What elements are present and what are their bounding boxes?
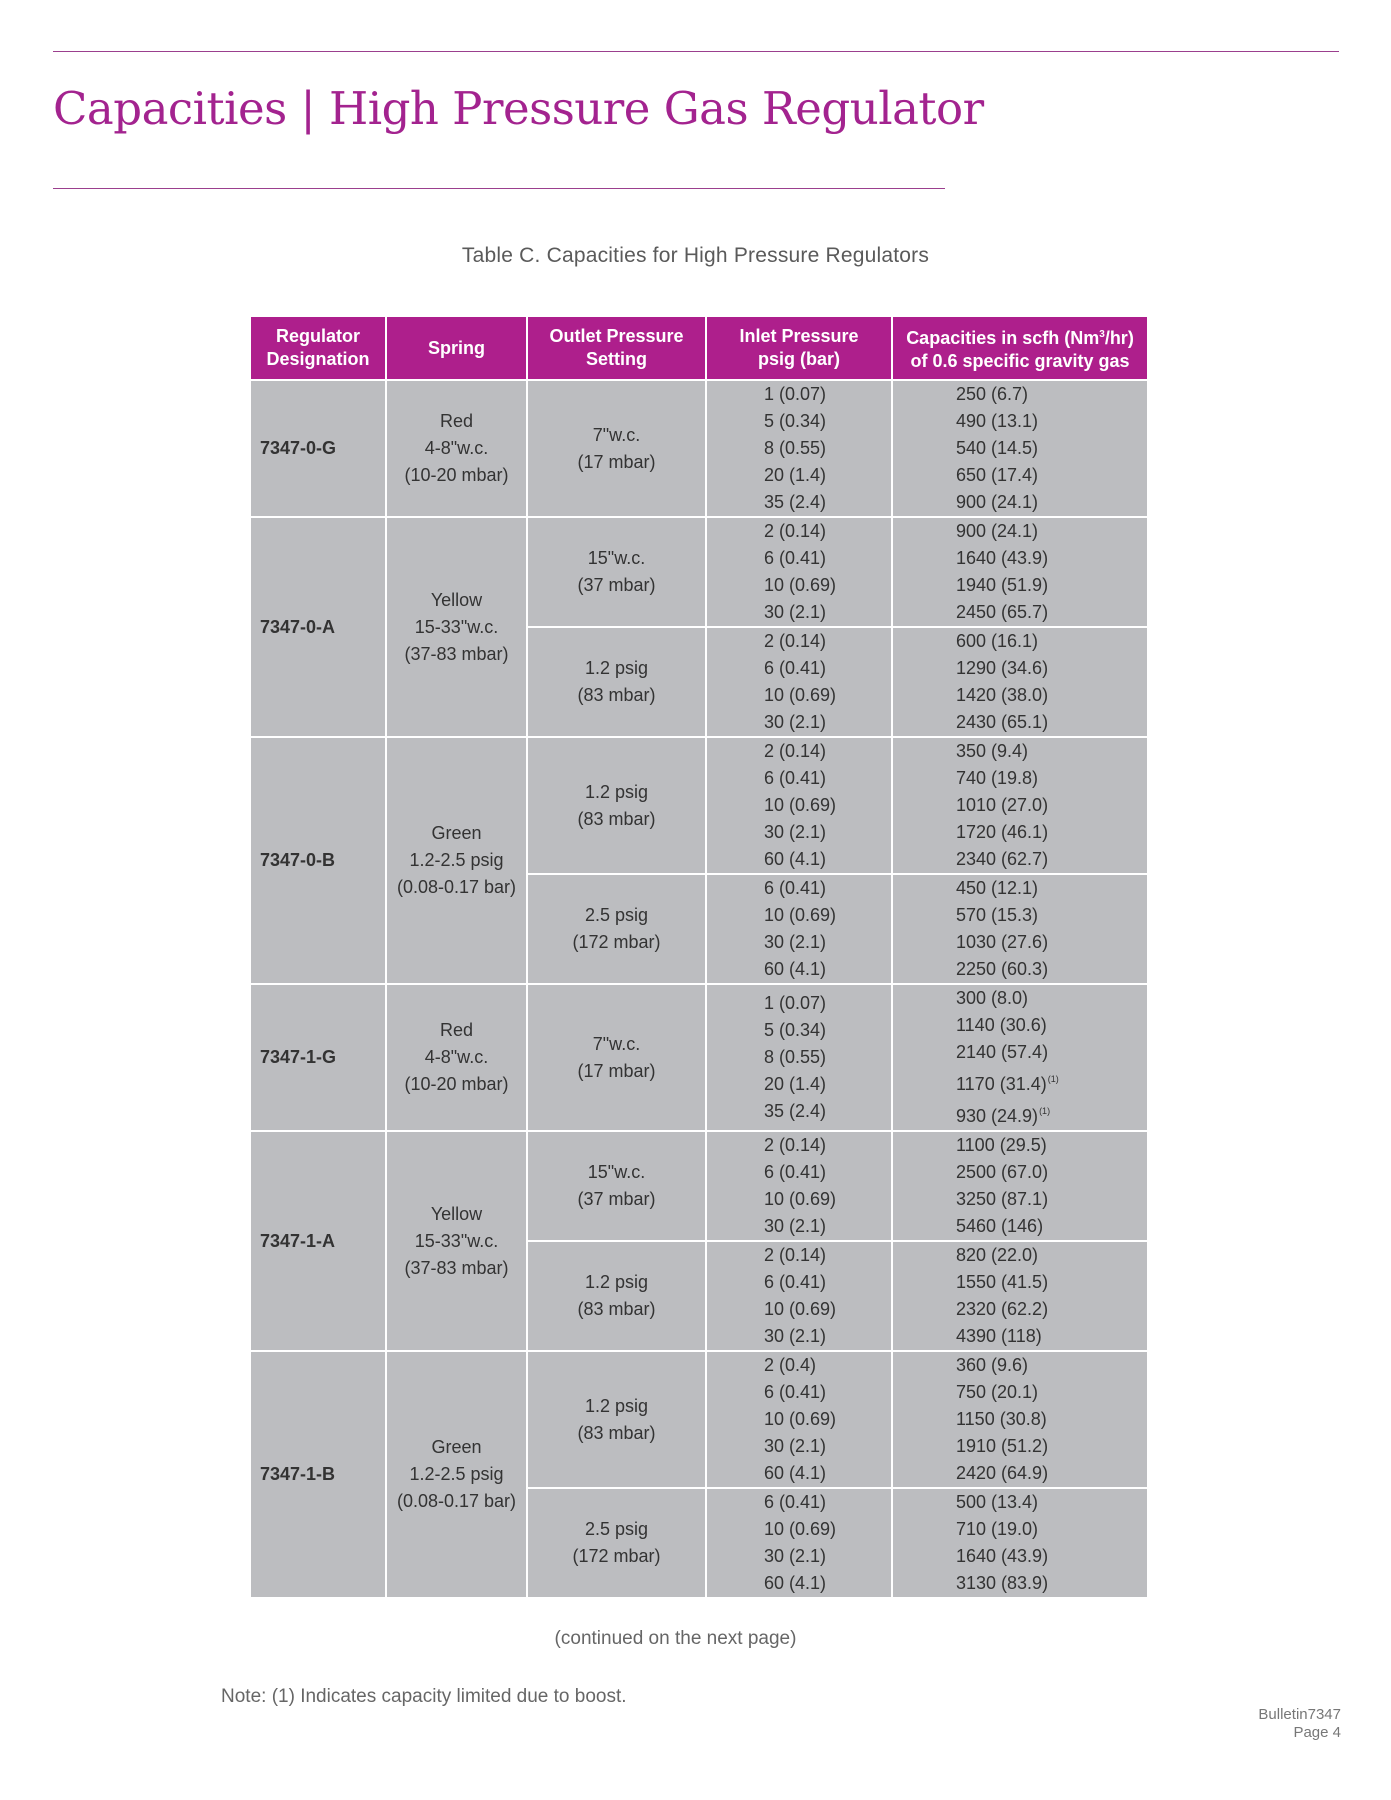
outlet-setting-line: 1.2 psig — [584, 781, 649, 802]
capacity-line — [956, 1269, 1147, 1296]
capacity-line — [956, 1543, 1147, 1570]
header-capacity — [892, 317, 1147, 380]
capacity-line — [956, 956, 1147, 983]
capacity-value: 570 (15.3) — [956, 905, 1039, 925]
inlet-pressure-value: 35 (2.4) — [764, 492, 827, 512]
inlet-pressure-value: 2 (0.14) — [764, 631, 827, 651]
outlet-setting-cell — [527, 1241, 706, 1351]
capacity-line — [956, 1516, 1147, 1543]
title-divider — [53, 188, 945, 189]
capacity-line — [956, 1132, 1147, 1159]
capacity-value: 3250 (87.1) — [956, 1189, 1049, 1209]
capacity-value: 2450 (65.7) — [956, 602, 1049, 622]
spring-cell — [386, 1351, 527, 1597]
inlet-pressure-value: 5 (0.34) — [764, 1020, 827, 1040]
table-row — [251, 517, 1147, 627]
inlet-pressure-value: 10 (0.69) — [764, 795, 837, 815]
inlet-pressure-value: 2 (0.14) — [764, 1245, 827, 1265]
inlet-pressure-value: 30 (2.1) — [764, 1546, 827, 1566]
capacity-line — [956, 408, 1147, 435]
inlet-pressure-value: 6 (0.41) — [764, 768, 827, 788]
table-caption: Table C. Capacities for High Pressure Regulators — [461, 244, 930, 267]
inlet-pressure-value: 60 (4.1) — [764, 849, 827, 869]
capacity-line — [956, 765, 1147, 792]
footnote: Note: (1) Indicates capacity limited due to boost. — [221, 1686, 627, 1707]
page-title: Capacities | High Pressure Gas Regulator — [53, 82, 984, 135]
outlet-setting-line: 15"w.c. — [587, 1162, 646, 1182]
capacity-value: 650 (17.4) — [956, 465, 1039, 485]
capacity-line — [956, 1489, 1147, 1516]
capacity-value: 1640 (43.9) — [956, 548, 1049, 568]
capacity-value: 2420 (64.9) — [956, 1463, 1049, 1483]
capacity-line — [956, 1039, 1147, 1066]
capacity-cell — [892, 984, 1147, 1131]
outlet-setting-line: 1.2 psig — [584, 658, 649, 678]
spring-line: 4-8"w.c. — [424, 438, 489, 458]
header-text: Designation — [266, 349, 370, 369]
inlet-pressure-value: 8 (0.55) — [764, 1047, 827, 1067]
capacity-line — [956, 902, 1147, 929]
header-inlet — [706, 317, 892, 380]
outlet-setting-line: (83 mbar) — [577, 1422, 656, 1443]
outlet-setting-line: (172 mbar) — [572, 1546, 661, 1566]
capacity-value: 360 (9.6) — [956, 1355, 1029, 1375]
spring-cell — [386, 1131, 527, 1351]
outlet-setting-cell — [527, 737, 706, 874]
spring-line: Red — [439, 1020, 474, 1040]
outlet-setting-cell — [527, 1488, 706, 1597]
spring-line: Yellow — [430, 1203, 483, 1224]
outlet-setting-line: (83 mbar) — [577, 808, 656, 829]
capacity-value: 2250 (60.3) — [956, 959, 1049, 979]
spring-cell — [386, 984, 527, 1131]
capacity-value: 1100 (29.5) — [956, 1135, 1047, 1155]
inlet-pressure-value: 20 (1.4) — [764, 465, 827, 485]
spring-line: (37-83 mbar) — [404, 1257, 509, 1278]
capacity-line — [956, 572, 1147, 599]
capacity-value: 1910 (51.2) — [956, 1436, 1049, 1456]
inlet-pressure-cell — [706, 737, 892, 874]
capacity-line — [956, 875, 1147, 902]
capacity-cell — [892, 737, 1147, 874]
inlet-pressure-value: 10 (0.69) — [764, 1409, 837, 1429]
capacity-value: 2430 (65.1) — [956, 712, 1049, 732]
regulator-designation: 7347-0-G — [251, 380, 386, 517]
inlet-pressure-value: 30 (2.1) — [764, 712, 827, 732]
inlet-pressure-value: 6 (0.41) — [764, 1272, 827, 1292]
spring-line: Green — [431, 1437, 482, 1457]
capacity-value: 900 (24.1) — [956, 492, 1039, 512]
capacity-line — [956, 655, 1147, 682]
capacity-value: 490 (13.1) — [956, 411, 1039, 431]
outlet-setting-line: (17 mbar) — [577, 1060, 656, 1081]
capacity-value: 2140 (57.4) — [956, 1042, 1049, 1062]
capacity-value: 450 (12.1) — [956, 878, 1039, 898]
outlet-setting-cell — [527, 874, 706, 984]
capacity-line — [956, 1186, 1147, 1213]
inlet-pressure-cell — [706, 380, 892, 517]
regulator-designation: 7347-1-G — [251, 984, 386, 1131]
capacity-value: 250 (6.7) — [956, 384, 1029, 404]
inlet-pressure-value: 10 (0.69) — [764, 575, 837, 595]
spring-line: 15-33"w.c. — [414, 616, 499, 637]
inlet-pressure-value: 30 (2.1) — [764, 1326, 827, 1346]
table-row — [251, 1351, 1147, 1488]
capacity-value: 1170 (31.4) — [956, 1074, 1047, 1094]
capacity-line — [956, 929, 1147, 956]
capacity-value: 820 (22.0) — [956, 1245, 1039, 1265]
capacity-line — [956, 1213, 1147, 1240]
capacity-value: 2340 (62.7) — [956, 849, 1049, 869]
capacity-value: 1030 (27.6) — [956, 932, 1049, 952]
inlet-pressure-value: 1 (0.07) — [764, 384, 827, 404]
capacity-line — [956, 1460, 1147, 1487]
capacity-value: 710 (19.0) — [956, 1519, 1039, 1539]
capacity-value: 1290 (34.6) — [956, 658, 1049, 678]
capacity-value: 540 (14.5) — [956, 438, 1039, 458]
page-footer — [1258, 1706, 1341, 1742]
spring-line: 1.2-2.5 psig — [409, 850, 504, 870]
continued-note: (continued on the next page) — [554, 1628, 797, 1649]
outlet-setting-line: 2.5 psig — [584, 1519, 649, 1539]
inlet-pressure-value: 60 (4.1) — [764, 1573, 827, 1593]
spring-cell — [386, 517, 527, 737]
inlet-pressure-value: 10 (0.69) — [764, 1299, 837, 1319]
capacity-cell — [892, 380, 1147, 517]
capacity-value: 750 (20.1) — [956, 1382, 1039, 1402]
header-spring — [386, 317, 527, 380]
outlet-setting-cell — [527, 380, 706, 517]
capacity-line — [956, 1296, 1147, 1323]
outlet-setting-cell — [527, 627, 706, 737]
capacity-value: 350 (9.4) — [956, 741, 1029, 761]
table-row — [251, 984, 1147, 1131]
capacity-line — [956, 1012, 1147, 1039]
page-number: Page 4 — [1293, 1724, 1341, 1741]
capacity-line — [956, 1379, 1147, 1406]
table-header-row — [251, 317, 1147, 380]
inlet-pressure-value: 60 (4.1) — [764, 959, 827, 979]
regulator-designation: 7347-1-A — [251, 1131, 386, 1351]
inlet-pressure-value: 35 (2.4) — [764, 1101, 827, 1121]
bulletin-number: Bulletin7347 — [1258, 1706, 1341, 1723]
outlet-setting-line: 1.2 psig — [584, 1395, 649, 1416]
outlet-setting-line: 7"w.c. — [592, 1033, 641, 1054]
capacity-value: 740 (19.8) — [956, 768, 1039, 788]
regulator-designation: 7347-0-A — [251, 517, 386, 737]
top-divider — [53, 51, 1339, 52]
inlet-pressure-value: 10 (0.69) — [764, 905, 837, 925]
inlet-pressure-value: 30 (2.1) — [764, 1436, 827, 1456]
spring-line: Yellow — [430, 589, 483, 610]
spring-cell — [386, 737, 527, 984]
outlet-setting-line: (17 mbar) — [577, 451, 656, 472]
regulator-designation: 7347-1-B — [251, 1351, 386, 1597]
capacity-line — [956, 1570, 1147, 1597]
inlet-pressure-value: 60 (4.1) — [764, 1463, 827, 1483]
outlet-setting-cell — [527, 517, 706, 627]
capacity-line — [956, 435, 1147, 462]
capacity-value: 3130 (83.9) — [956, 1573, 1049, 1593]
inlet-pressure-cell — [706, 627, 892, 737]
capacity-line — [956, 819, 1147, 846]
header-text: psig (bar) — [757, 349, 840, 369]
outlet-setting-cell — [527, 1131, 706, 1241]
inlet-pressure-value: 2 (0.14) — [764, 521, 827, 541]
capacity-line — [956, 381, 1147, 408]
capacity-line — [956, 846, 1147, 873]
table-row — [251, 1131, 1147, 1241]
capacity-line — [956, 518, 1147, 545]
capacity-line — [956, 682, 1147, 709]
capacity-value: 900 (24.1) — [956, 521, 1039, 541]
inlet-pressure-cell — [706, 1351, 892, 1488]
table-row — [251, 380, 1147, 517]
outlet-setting-line: (83 mbar) — [577, 685, 656, 705]
spring-line: Red — [439, 411, 474, 431]
outlet-setting-line: 1.2 psig — [584, 1272, 649, 1292]
outlet-setting-cell — [527, 1351, 706, 1488]
spring-cell — [386, 380, 527, 517]
capacity-cell — [892, 1131, 1147, 1241]
spring-line: (0.08-0.17 bar) — [396, 877, 517, 897]
inlet-pressure-cell — [706, 984, 892, 1131]
spring-line: (37-83 mbar) — [404, 643, 509, 664]
capacity-line — [956, 1352, 1147, 1379]
header-text: Spring — [428, 337, 485, 358]
capacity-value: 5460 (146) — [956, 1216, 1044, 1236]
inlet-pressure-cell — [706, 874, 892, 984]
header-text: Setting — [586, 349, 647, 369]
outlet-setting-cell — [527, 984, 706, 1131]
inlet-pressure-value: 10 (0.69) — [764, 1189, 837, 1209]
spring-line: 4-8"w.c. — [424, 1047, 489, 1067]
capacity-value: 4390 (118) — [956, 1326, 1042, 1346]
header-text-part: Capacities in scfh (Nm — [906, 328, 1100, 348]
capacity-cell — [892, 1241, 1147, 1351]
header-text-part: /hr) — [1104, 328, 1134, 348]
outlet-setting-line: (83 mbar) — [577, 1299, 656, 1319]
header-outlet — [527, 317, 706, 380]
inlet-pressure-value: 10 (0.69) — [764, 685, 837, 705]
capacity-line — [956, 1323, 1147, 1350]
outlet-setting-line: 15"w.c. — [587, 548, 646, 568]
inlet-pressure-value: 2 (0.4) — [764, 1355, 817, 1375]
inlet-pressure-value: 30 (2.1) — [764, 602, 827, 622]
capacity-line — [956, 792, 1147, 819]
capacity-value: 600 (16.1) — [956, 631, 1039, 651]
capacity-cell — [892, 874, 1147, 984]
superscript: 3 — [1099, 329, 1105, 340]
capacity-value: 930 (24.9) — [956, 1106, 1039, 1126]
capacity-cell — [892, 517, 1147, 627]
inlet-pressure-value: 6 (0.41) — [764, 548, 827, 568]
inlet-pressure-value: 20 (1.4) — [764, 1074, 827, 1094]
regulator-designation: 7347-0-B — [251, 737, 386, 984]
capacity-line — [956, 489, 1147, 516]
capacity-value: 1720 (46.1) — [956, 822, 1049, 842]
capacity-line — [956, 1159, 1147, 1186]
capacity-line — [956, 599, 1147, 626]
spring-line: (10-20 mbar) — [404, 465, 509, 485]
capacity-line — [956, 1242, 1147, 1269]
capacity-cell — [892, 1488, 1147, 1597]
capacity-value: 2500 (67.0) — [956, 1162, 1049, 1182]
capacity-line — [956, 545, 1147, 572]
capacity-value: 500 (13.4) — [956, 1492, 1039, 1512]
inlet-pressure-value: 2 (0.14) — [764, 741, 827, 761]
inlet-pressure-value: 5 (0.34) — [764, 411, 827, 431]
capacity-value: 2320 (62.2) — [956, 1299, 1049, 1319]
capacity-value: 1420 (38.0) — [956, 685, 1049, 705]
outlet-setting-line: 2.5 psig — [584, 905, 649, 925]
inlet-pressure-value: 30 (2.1) — [764, 932, 827, 952]
capacity-line — [956, 1098, 1147, 1130]
footnote-marker: (1) — [1047, 1074, 1059, 1084]
inlet-pressure-value: 1 (0.07) — [764, 993, 827, 1013]
inlet-pressure-value: 6 (0.41) — [764, 1382, 827, 1402]
inlet-pressure-value: 6 (0.41) — [764, 1492, 827, 1512]
header-designation — [251, 317, 386, 380]
inlet-pressure-value: 10 (0.69) — [764, 1519, 837, 1539]
inlet-pressure-value: 6 (0.41) — [764, 1162, 827, 1182]
capacity-line — [956, 1066, 1147, 1098]
header-text: of 0.6 specific gravity gas — [910, 351, 1130, 371]
capacity-line — [956, 628, 1147, 655]
spring-line: 1.2-2.5 psig — [409, 1464, 504, 1484]
inlet-pressure-value: 30 (2.1) — [764, 822, 827, 842]
spring-line: Green — [431, 823, 482, 843]
capacities-table — [251, 317, 1147, 1597]
inlet-pressure-value: 30 (2.1) — [764, 1216, 827, 1236]
inlet-pressure-value: 8 (0.55) — [764, 438, 827, 458]
header-text: Regulator — [275, 326, 360, 346]
capacity-cell — [892, 627, 1147, 737]
capacity-line — [956, 1406, 1147, 1433]
inlet-pressure-value: 2 (0.14) — [764, 1135, 827, 1155]
inlet-pressure-cell — [706, 1131, 892, 1241]
capacity-line — [956, 462, 1147, 489]
outlet-setting-line: (37 mbar) — [577, 575, 656, 595]
inlet-pressure-value: 6 (0.41) — [764, 658, 827, 678]
spring-line: 15-33"w.c. — [414, 1230, 499, 1251]
capacity-value: 1140 (30.6) — [956, 1015, 1047, 1035]
inlet-pressure-cell — [706, 1488, 892, 1597]
header-text: Inlet Pressure — [739, 326, 859, 346]
outlet-setting-line: 7"w.c. — [592, 424, 641, 445]
capacity-value: 1940 (51.9) — [956, 575, 1049, 595]
capacity-value: 1150 (30.8) — [956, 1409, 1047, 1429]
capacity-cell — [892, 1351, 1147, 1488]
capacity-value: 1010 (27.0) — [956, 795, 1049, 815]
capacity-line — [956, 709, 1147, 736]
capacity-line — [956, 1433, 1147, 1460]
outlet-setting-line: (37 mbar) — [577, 1189, 656, 1209]
outlet-setting-line: (172 mbar) — [572, 932, 661, 952]
capacity-line — [956, 738, 1147, 765]
header-text — [895, 323, 1145, 350]
table-row — [251, 737, 1147, 874]
inlet-pressure-cell — [706, 1241, 892, 1351]
capacity-value: 300 (8.0) — [956, 988, 1029, 1008]
footnote-marker: (1) — [1039, 1106, 1051, 1116]
spring-line: (10-20 mbar) — [404, 1074, 509, 1094]
capacity-value: 1550 (41.5) — [956, 1272, 1049, 1292]
header-text: Outlet Pressure — [549, 326, 684, 346]
inlet-pressure-value: 6 (0.41) — [764, 878, 827, 898]
capacity-value: 1640 (43.9) — [956, 1546, 1049, 1566]
capacity-line — [956, 985, 1147, 1012]
spring-line: (0.08-0.17 bar) — [396, 1491, 517, 1511]
inlet-pressure-cell — [706, 517, 892, 627]
